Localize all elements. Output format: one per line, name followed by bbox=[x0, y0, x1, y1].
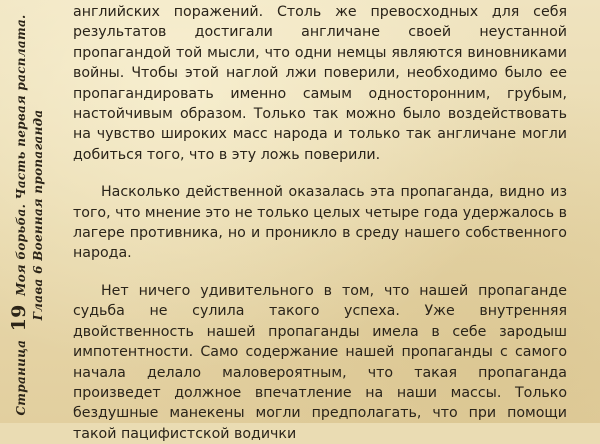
page-number: 19 bbox=[8, 304, 30, 332]
paragraph-2: Насколько действенной оказалась эта пропаганда, видно из того, что мнение это не только целых четыре года удержалось в лагере противника, но и проникло в среду нашего собственного народа. bbox=[73, 184, 567, 262]
side-header-text bbox=[8, 14, 45, 416]
chapter-title: Глава 6 Военная пропаганда bbox=[31, 109, 45, 321]
book-title: Моя борьба. Часть первая расплата. bbox=[14, 14, 28, 296]
side-margin-header bbox=[0, 0, 58, 423]
paragraph-1: английских поражений. Столь же превосходных для себя результатов достигали англичане своей неустанной пропагандой той мысли, что одни немцы являются виновниками войны. Чтобы этой наглой лжи поверили, необходимо было ее пропагандировать именно самым односторонним, грубым, настойчивым образом. Только так можно было воздействовать на чувство широких масс народа и только так англичане могли добиться того, что в эту ложь поверили. bbox=[73, 4, 567, 163]
paragraph-3: Нет ничего удивительного в том, что нашей пропаганде судьба не сулила такого успеха. Уже внутренняя двойственность нашей пропаганды имела в себе зародыш импотентности. Само содержание нашей пропаганды с самого начала делало маловероятным, что такая пропаганда произведет должное впечатление на наши массы. Только бездушные манекены могли предполагать, что при помощи такой пацифистской водички bbox=[73, 282, 567, 442]
page-label: Страница bbox=[14, 339, 28, 416]
side-header-line1 bbox=[8, 14, 30, 416]
main-text bbox=[73, 2, 567, 444]
